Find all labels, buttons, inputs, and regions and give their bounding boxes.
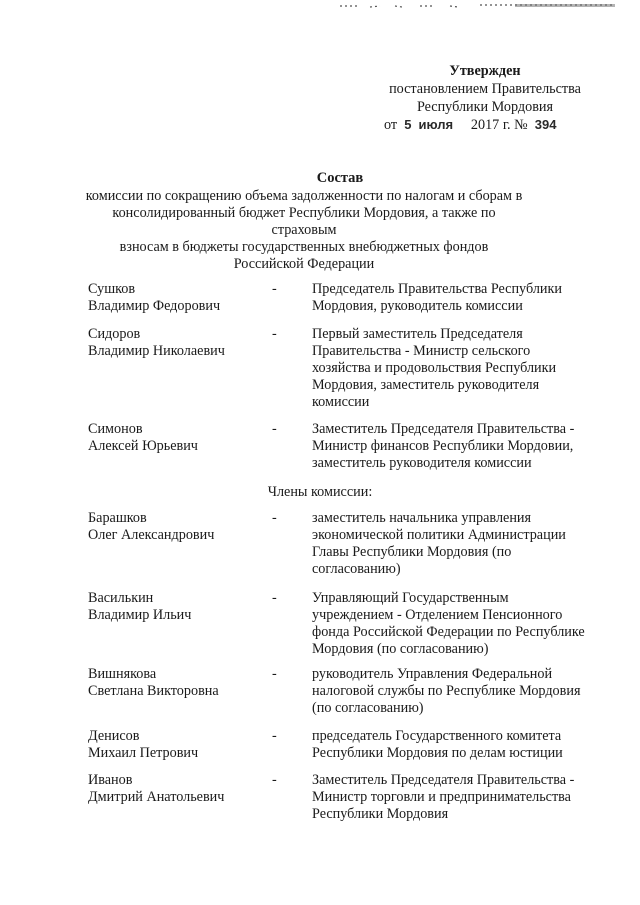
role-line: налоговой службы по Республике Мордовия bbox=[312, 683, 581, 699]
members-heading: Члены комиссии: bbox=[267, 484, 373, 500]
document-title: Состав bbox=[316, 170, 364, 186]
member-given-name: Дмитрий Анатольевич bbox=[88, 789, 225, 805]
approval-line-2: Республики Мордовия bbox=[416, 99, 554, 115]
member-role bbox=[312, 728, 598, 762]
role-line: Республики Мордовия bbox=[312, 806, 449, 822]
role-line: фонда Российской Федерации по Республике bbox=[312, 624, 585, 640]
separator-dash: - bbox=[272, 590, 277, 606]
role-line: Заместитель Председателя Правительства - bbox=[312, 421, 575, 437]
role-line: Мордовия, руководитель комиссии bbox=[312, 298, 523, 314]
date-year: 2017 г. bbox=[470, 117, 511, 133]
member-name bbox=[88, 728, 268, 762]
approval-date-line bbox=[370, 116, 600, 134]
subtitle-line: комиссии по сокращению объема задолженности по налогам и сборам в bbox=[85, 188, 523, 204]
role-line: учреждением - Отделением Пенсионного bbox=[312, 607, 563, 623]
role-line: Председатель Правительства Республики bbox=[312, 281, 562, 297]
member-surname: Сушков bbox=[88, 281, 136, 297]
subtitle-line: Российской Федерации bbox=[233, 256, 375, 272]
approval-block bbox=[370, 62, 600, 134]
role-line: Правительства - Министр сельского bbox=[312, 343, 531, 359]
member-name bbox=[88, 510, 268, 544]
member-surname: Симонов bbox=[88, 421, 143, 437]
role-line: заместитель начальника управления bbox=[312, 510, 532, 526]
separator-dash: - bbox=[272, 421, 277, 437]
separator-dash: - bbox=[272, 326, 277, 342]
member-role bbox=[312, 590, 598, 658]
role-line: Министр финансов Республики Мордовии, bbox=[312, 438, 574, 454]
role-line: Заместитель Председателя Правительства - bbox=[312, 772, 575, 788]
member-name bbox=[88, 421, 268, 455]
member-surname: Вишнякова bbox=[88, 666, 157, 682]
role-line: Мордовия, заместитель руководителя bbox=[312, 377, 540, 393]
member-role bbox=[312, 326, 598, 411]
separator-dash: - bbox=[272, 666, 277, 682]
member-role bbox=[312, 281, 598, 315]
member-role bbox=[312, 666, 598, 717]
member-given-name: Светлана Викторовна bbox=[88, 683, 219, 699]
member-given-name: Владимир Ильич bbox=[88, 607, 192, 623]
separator-dash: - bbox=[272, 281, 277, 297]
member-name bbox=[88, 590, 268, 624]
member-name bbox=[88, 281, 268, 315]
role-line: руководитель Управления Федеральной bbox=[312, 666, 553, 682]
member-name bbox=[88, 666, 268, 700]
separator-dash: - bbox=[272, 510, 277, 526]
subtitle-line: взносам в бюджеты государственных внебюджетных фондов bbox=[119, 239, 489, 255]
role-line: Управляющий Государственным bbox=[312, 590, 509, 606]
member-name bbox=[88, 772, 268, 806]
separator-dash: - bbox=[272, 728, 277, 744]
number-label: № bbox=[514, 117, 528, 133]
document-subtitle bbox=[84, 188, 524, 273]
member-given-name: Олег Александрович bbox=[88, 527, 215, 543]
member-surname: Василькин bbox=[88, 590, 154, 606]
separator-dash: - bbox=[272, 772, 277, 788]
role-line: Первый заместитель Председателя bbox=[312, 326, 523, 342]
member-surname: Барашков bbox=[88, 510, 147, 526]
role-line: комиссии bbox=[312, 394, 370, 410]
role-line: Главы Республики Мордовия (по bbox=[312, 544, 512, 560]
member-role bbox=[312, 510, 598, 578]
date-month: июля bbox=[418, 117, 454, 132]
approval-title: Утвержден bbox=[449, 63, 521, 79]
role-line: экономической политики Администрации bbox=[312, 527, 566, 543]
member-name bbox=[88, 326, 268, 360]
decree-number: 394 bbox=[534, 117, 557, 132]
member-surname: Иванов bbox=[88, 772, 133, 788]
member-role bbox=[312, 421, 598, 472]
subtitle-line: консолидированный бюджет Республики Мордовия, а также по страховым bbox=[112, 205, 496, 238]
role-line: хозяйства и продовольствия Республики bbox=[312, 360, 557, 376]
role-line: Мордовия (по согласованию) bbox=[312, 641, 489, 657]
role-line: согласованию) bbox=[312, 561, 401, 577]
approval-line-1: постановлением Правительства bbox=[389, 81, 581, 97]
member-surname: Денисов bbox=[88, 728, 140, 744]
role-line: заместитель руководителя комиссии bbox=[312, 455, 532, 471]
role-line: Республики Мордовия по делам юстиции bbox=[312, 745, 563, 761]
member-given-name: Владимир Федорович bbox=[88, 298, 221, 314]
member-role bbox=[312, 772, 598, 823]
role-line: председатель Государственного комитета bbox=[312, 728, 562, 744]
date-prefix: от bbox=[384, 117, 398, 133]
member-given-name: Алексей Юрьевич bbox=[88, 438, 198, 454]
role-line: Министр торговли и предпринимательства bbox=[312, 789, 571, 805]
date-day: 5 bbox=[404, 117, 412, 132]
member-given-name: Владимир Николаевич bbox=[88, 343, 225, 359]
scan-artifact bbox=[340, 3, 615, 9]
member-surname: Сидоров bbox=[88, 326, 141, 342]
member-given-name: Михаил Петрович bbox=[88, 745, 199, 761]
role-line: (по согласованию) bbox=[312, 700, 424, 716]
